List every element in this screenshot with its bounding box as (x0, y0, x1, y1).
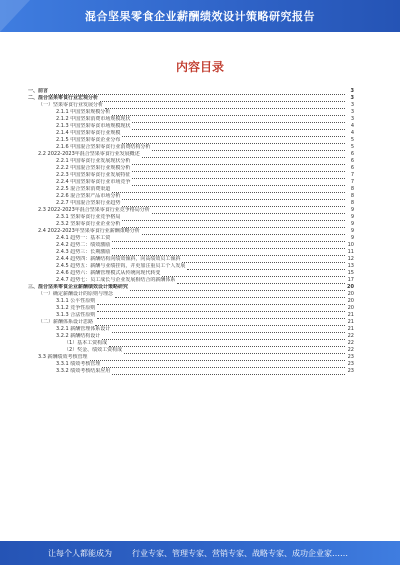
toc-entry-page: 8 (350, 200, 354, 206)
toc-entry[interactable] (28, 214, 354, 221)
toc-entry[interactable] (28, 263, 354, 270)
toc-entry-title: 2.1.5 中国坚果零食企业分布 (56, 137, 121, 143)
footer-banner (0, 541, 400, 565)
toc-entry-title: 2.2.6 混合坚果产品市场分析 (56, 193, 121, 199)
toc-entry-title: 2.4.3 趋势三：长期激励 (56, 249, 111, 255)
toc-entry[interactable] (28, 305, 354, 312)
toc-entry-title: 2.4 2022-2023年坚果零食行业薪酬策略分析 (38, 228, 140, 234)
toc-entry-title: 2.2.3 中国坚果零食行业发展特征 (56, 172, 131, 178)
toc-entry[interactable] (28, 312, 354, 319)
toc-entry[interactable] (28, 298, 354, 305)
toc-entry-page: 9 (350, 221, 354, 227)
toc-entry-page: 12 (347, 256, 354, 262)
toc-entry-page: 5 (350, 137, 354, 143)
toc-entry[interactable] (28, 144, 354, 151)
toc-entry-page: 3 (350, 102, 354, 108)
toc-entry-page: 13 (347, 263, 354, 269)
toc-entry[interactable] (28, 158, 354, 165)
toc-entry-page: 23 (347, 368, 354, 374)
toc-entry[interactable] (28, 123, 354, 130)
toc-entry-title: 2.1.2 中国坚果消费市场规模现状 (56, 116, 131, 122)
toc-entry[interactable] (28, 228, 354, 235)
toc-entry-page: 23 (347, 361, 354, 367)
toc-entry-page: 3 (350, 88, 354, 94)
toc-entry-page: 8 (350, 193, 354, 199)
toc-entry-title: （一）坚果零食行业发展分析 (38, 102, 104, 108)
toc-entry[interactable] (28, 256, 354, 263)
toc-entry[interactable] (28, 186, 354, 193)
toc-entry[interactable] (28, 165, 354, 172)
toc-entry[interactable] (28, 151, 354, 158)
toc-entry[interactable] (28, 235, 354, 242)
toc-entry-title: 二、混合坚果零食行业宏观分析 (28, 95, 99, 101)
toc-entry-title: 2.4.1 趋势一：基本工资 (56, 235, 111, 241)
toc-entry-title: 3.1.2 竞争性原则 (56, 305, 96, 311)
toc-entry[interactable] (28, 277, 354, 284)
toc-entry-title: 2.4.5 趋势五：薪酬与业绩挂钩，并更加注重员工个人发展 (56, 263, 186, 269)
toc-entry-title: 2.1.4 中国坚果零食行业规模 (56, 130, 121, 136)
toc-entry[interactable] (28, 242, 354, 249)
toc-entry-page: 22 (347, 347, 354, 353)
toc-entry-title: 2.3.1 坚果零食行业竞争格局 (56, 214, 121, 220)
toc-entry-title: 2.2.7 中国混合坚果行业趋势 (56, 200, 121, 206)
toc-entry-page: 7 (350, 172, 354, 178)
toc-entry-title: 2.2.2 中国混合坚果行业规模分析 (56, 165, 131, 171)
toc-entry-page: 3 (350, 109, 354, 115)
toc-entry-title: 2.1.6 中国混合坚果零食行业消费结构分析 (56, 144, 151, 150)
toc-entry-page: 10 (347, 242, 354, 248)
toc-entry-title: 2.4.7 趋势七：员工成长与企业发展相结合的薪酬体系 (56, 277, 176, 283)
toc-entry-title: 3.2.1 薪酬管理体系设计 (56, 326, 111, 332)
toc-entry-title: （2）奖金、绩效工资构成 (64, 347, 123, 353)
toc-entry-page: 21 (347, 312, 354, 318)
toc-entry-title: 2.3 2022-2023年混合坚果零食行业竞争格局分析 (38, 207, 150, 213)
toc-entry[interactable] (28, 130, 354, 137)
toc-entry-title: 3.3 薪酬绩效考核管理 (38, 354, 88, 360)
footer-slogan-right: 行业专家、管理专家、营销专家、战略专家、成功企业家…… (132, 549, 348, 558)
toc-entry-page: 9 (350, 235, 354, 241)
toc-entry-title: （1）基本工资构成 (64, 340, 108, 346)
header-banner (0, 0, 400, 32)
toc-entry[interactable] (28, 137, 354, 144)
toc-entry-title: 3.3.2 绩效考核结果应用 (56, 368, 111, 374)
table-of-contents (28, 88, 354, 375)
toc-entry-page: 21 (347, 319, 354, 325)
toc-entry-title: 2.2 2022-2023年混合坚果零食行业发展概述 (38, 151, 140, 157)
toc-entry-page: 3 (350, 95, 354, 101)
toc-entry-page: 11 (347, 249, 354, 255)
toc-entry-title: 2.4.4 趋势四：薪酬结构向绩效倾斜，向高绩效员工倾斜 (56, 256, 181, 262)
toc-entry-page: 9 (350, 214, 354, 220)
toc-entry[interactable] (28, 95, 354, 102)
toc-entry-page: 15 (347, 270, 354, 276)
toc-entry-title: 2.2.5 混合坚果消费渠道 (56, 186, 111, 192)
toc-entry[interactable] (28, 88, 354, 95)
toc-entry-title: 一、前言 (28, 88, 49, 94)
toc-entry-page: 4 (350, 130, 354, 136)
toc-entry-page: 20 (347, 298, 354, 304)
toc-entry-title: 2.1.3 中国坚果零食市场规模现状 (56, 123, 131, 129)
toc-entry-title: 3.1.1 公平性原则 (56, 298, 96, 304)
toc-entry-page: 23 (347, 354, 354, 360)
toc-entry-page: 4 (350, 123, 354, 129)
toc-entry[interactable] (28, 270, 354, 277)
toc-entry[interactable] (28, 207, 354, 214)
toc-entry-title: （一）确定薪酬设计的原则与理念 (38, 291, 114, 297)
toc-entry-title: 2.4.2 趋势二：绩效激励 (56, 242, 111, 248)
toc-entry-page: 7 (350, 179, 354, 185)
toc-entry-page: 6 (350, 158, 354, 164)
toc-leader-dots (112, 369, 345, 375)
toc-entry-title: 2.2.1 中国零食行业发展现状分析 (56, 158, 131, 164)
toc-entry[interactable] (28, 326, 354, 333)
toc-entry-title: 3.2.2 薪酬结构设计 (56, 333, 101, 339)
toc-entry-title: 3.3.1 绩效考核管理 (56, 361, 101, 367)
toc-entry-title: 2.3.2 坚果零食行业企业分析 (56, 221, 121, 227)
toc-entry-title: （二）薪酬体系设计思路 (38, 319, 94, 325)
toc-entry-title: 2.1.1 中国坚果规模分析 (56, 109, 111, 115)
toc-entry-title: 三、混合坚果零食企业薪酬绩效设计策略研究 (28, 284, 129, 290)
toc-entry[interactable] (28, 368, 354, 375)
footer-slogan-left: 让每个人都能成为 (48, 549, 112, 558)
toc-entry[interactable] (28, 221, 354, 228)
toc-entry[interactable] (28, 284, 354, 291)
toc-entry[interactable] (28, 333, 354, 340)
toc-entry[interactable] (28, 340, 354, 347)
toc-entry-page: 3 (350, 116, 354, 122)
toc-entry-page: 21 (347, 326, 354, 332)
toc-entry-page: 6 (350, 151, 354, 157)
toc-entry[interactable] (28, 200, 354, 207)
toc-entry-page: 8 (350, 186, 354, 192)
toc-entry[interactable] (28, 249, 354, 256)
toc-entry[interactable] (28, 319, 354, 326)
toc-entry-page: 22 (347, 333, 354, 339)
toc-entry-page: 6 (350, 165, 354, 171)
toc-entry-title: 2.4.6 趋势六：薪酬管理模式从传统向现代转变 (56, 270, 161, 276)
toc-entry[interactable] (28, 361, 354, 368)
toc-entry-page: 9 (350, 228, 354, 234)
toc-entry-page: 17 (347, 277, 354, 283)
toc-entry-page: 5 (350, 144, 354, 150)
toc-entry-page: 20 (347, 284, 354, 290)
toc-entry-page: 20 (347, 291, 354, 297)
toc-entry[interactable] (28, 109, 354, 116)
toc-entry-page: 20 (347, 305, 354, 311)
toc-entry-title: 2.2.4 中国坚果零食行业市场竞争 (56, 179, 131, 185)
toc-entry-title: 3.1.3 合法性原则 (56, 312, 96, 318)
toc-entry[interactable] (28, 179, 354, 186)
toc-entry-page: 22 (347, 340, 354, 346)
toc-entry[interactable] (28, 193, 354, 200)
toc-entry[interactable] (28, 347, 354, 354)
toc-entry[interactable] (28, 291, 354, 298)
toc-entry[interactable] (28, 102, 354, 109)
toc-entry[interactable] (28, 172, 354, 179)
toc-heading: 内容目录 (175, 60, 224, 74)
toc-entry[interactable] (28, 354, 354, 361)
toc-entry-page: 9 (350, 207, 354, 213)
toc-entry[interactable] (28, 116, 354, 123)
report-title: 混合坚果零食企业薪酬绩效设计策略研究报告 (85, 10, 315, 23)
